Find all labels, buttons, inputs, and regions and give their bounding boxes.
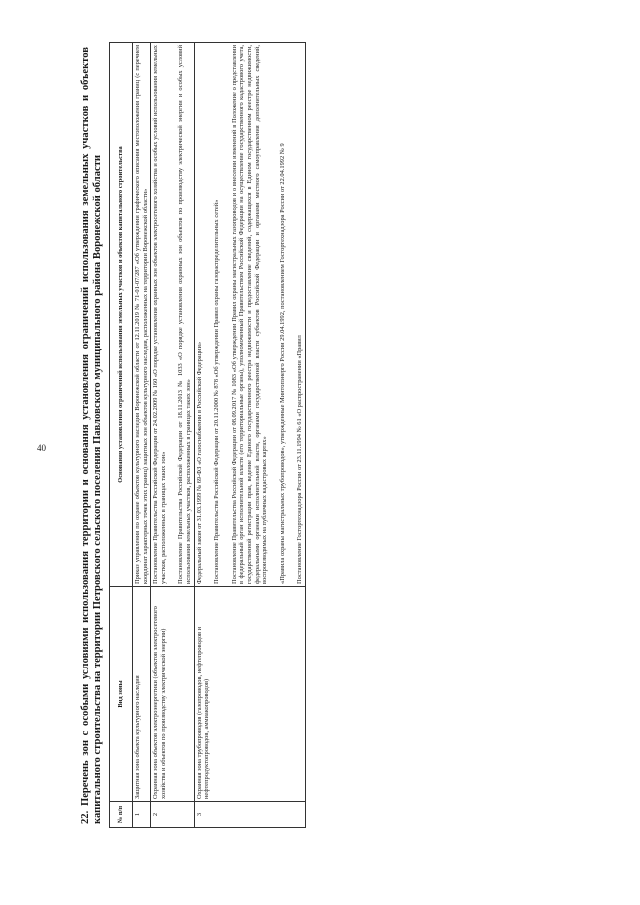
document-title: 22. Перечень зон с особыми условиями использования территории и основания установления ограничений использования земельных участков и объектов капитального строительства на территории Петровского сельского поселения Павловского муниципального района Воронежской области <box>80 47 103 824</box>
basis-document: Постановление Госгортехнадзора России от 23.11.1994 № 61 «О распространении «Правил <box>296 335 304 584</box>
basis-document: Постановление Правительства Российской Федерации от 08.09.2017 № 1083 «Об утверждении Правил охраны магистральных газопроводов и о внесении изменений в Положение о представлении в федеральный орган исполнительной власти (его территориальные органы), уполномоченный Правительством Российской Федерации на осуществление государственного кадастрового учета, государственной регистрации прав, ведение Единого государственного реестра недвижимости и предоставление сведений, содержащихся в Едином государственном реестре недвижимости, федеральными органами исполнительной власти, органами государственной власти субъектов Российской Федерации и органами местного самоуправления дополнительных сведений, воспроизводимых на публичных кадастровых картах» <box>230 45 269 584</box>
basis-document: Постановление Правительства Российской Федерации от 18.11.2013 № 1033 «О порядке установления охранных зон объектов по производству электрической энергии и особых условий использования земельных участков, расположенных в границах таких зон» <box>177 45 192 584</box>
row-num: 1 <box>133 802 151 828</box>
rotated-document-content <box>80 43 620 828</box>
table-header-row <box>110 43 133 828</box>
row-basis <box>194 43 305 587</box>
header-num: № п/п <box>110 802 133 828</box>
zones-table <box>109 42 306 828</box>
row-basis <box>133 43 151 587</box>
row-num: 3 <box>194 802 305 828</box>
header-zone-type: Вид зоны <box>110 587 133 802</box>
page-number: 40 <box>37 443 46 453</box>
basis-document: Федеральный закон от 31.03.1999 № 69-ФЗ «О газоснабжении в Российской Федерации» <box>195 341 203 584</box>
table-row <box>194 43 305 828</box>
basis-document: «Правила охраны магистральных трубопроводов», утвержденные Минтопэнерго России 29.04.1992, постановлением Госгортехнадзора России от 22.04.1992 № 9 <box>278 143 286 584</box>
table-row <box>151 43 194 828</box>
row-basis <box>151 43 194 587</box>
basis-document: Постановление Правительства Российской Федерации от 24.02.2009 № 160 «О порядке установления охранных зон объектов электросетевого хозяйства и особых условий использования земельных участков, расположенных в границах таких зон» <box>152 45 167 584</box>
basis-document: Приказ управления по охране объектов культурного наследия Воронежской области от 12.11.2019 № 71-01-07/287 «Об утверждении графического описания местоположения границ (с перечнем координат характерных точек этих границ) защитных зон объектов культурного наследия, расположенных на территории Воронежской области» <box>134 45 149 584</box>
row-zone-type: Охранная зона трубопроводов (газопроводов, нефтепроводов и нефтепродуктопроводов, аммиакопроводов) <box>194 587 305 802</box>
row-zone-type: Охранная зона объектов электроэнергетики (объектов электросетевого хозяйства и объектов по производству электрической энергии) <box>151 587 194 802</box>
basis-document: Постановление Правительства Российской Федерации от 20.11.2000 № 878 «Об утверждении Правил охраны газораспределительных сетей» <box>213 199 221 584</box>
table-row <box>133 43 151 828</box>
row-zone-type: Защитная зона объекта культурного наследия <box>133 587 151 802</box>
row-num: 2 <box>151 802 194 828</box>
header-basis: Основания установления ограничений использования земельных участков и объектов капитального строительства <box>110 43 133 587</box>
